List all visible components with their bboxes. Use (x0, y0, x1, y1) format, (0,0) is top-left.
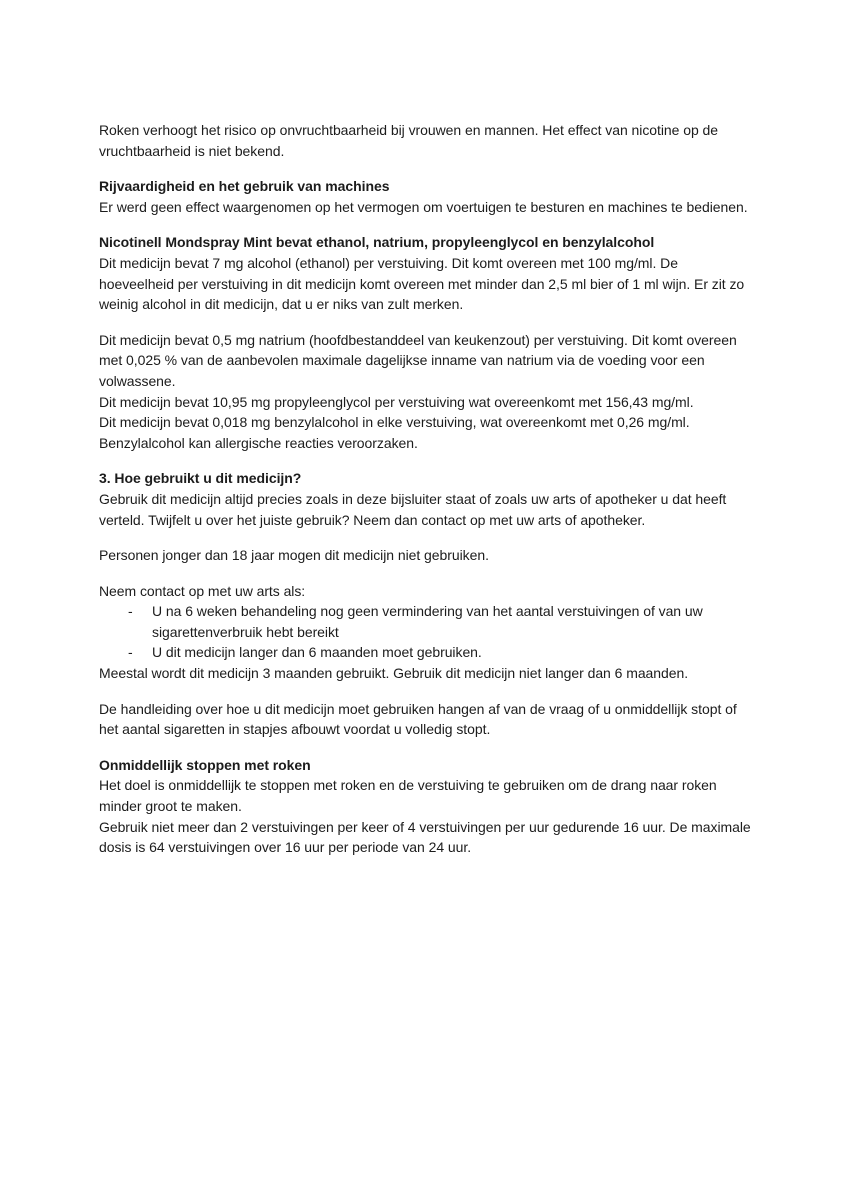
list-item (99, 642, 751, 663)
heading-quit-immediately: Onmiddellijk stoppen met roken (99, 756, 311, 773)
paragraph-driving-body: Er werd geen effect waargenomen op het vermogen om voertuigen te besturen en machines te bedienen. (99, 198, 748, 215)
contact-conditions-list (99, 601, 751, 663)
list-item-text: U dit medicijn langer dan 6 maanden moet gebruiken. (152, 644, 482, 661)
list-item-text: U na 6 weken behandeling nog geen vermindering van het aantal verstuivingen of van uw sigarettenverbruik hebt bereikt (152, 603, 703, 640)
heading-excipients: Nicotinell Mondspray Mint bevat ethanol, natrium, propyleenglycol en benzylalcohol (99, 234, 655, 251)
paragraph-benzyl-alcohol: Dit medicijn bevat 0,018 mg benzylalcohol in elke verstuiving, wat overeenkomt met 0,26 mg/ml. (99, 414, 690, 431)
paragraph-age-restriction: Personen jonger dan 18 jaar mogen dit medicijn niet gebruiken. (99, 547, 489, 564)
paragraph-usage-depends: De handleiding over hoe u dit medicijn moet gebruiken hangen af van de vraag of u onmiddellijk stopt of het aantal sigaretten in stapjes afbouwt voordat u volledig stopt. (99, 700, 737, 738)
paragraph-max-dose: Gebruik niet meer dan 2 verstuivingen per keer of 4 verstuivingen per uur gedurende 16 uur. De maximale dosis is 64 verstuivingen over 16 uur per periode van 24 uur. (99, 818, 751, 856)
list-item (99, 601, 751, 642)
bullet-marker: - (128, 644, 133, 661)
leaflet-text-column (99, 120, 751, 858)
paragraph-fertility-warning: Roken verhoogt het risico op onvruchtbaarheid bij vrouwen en mannen. Het effect van nicotine op de vruchtbaarheid is niet bekend. (99, 122, 719, 159)
paragraph-duration-note: Meestal wordt dit medicijn 3 maanden gebruikt. Gebruik dit medicijn niet langer dan 6 maanden. (99, 665, 689, 682)
paragraph-ethanol: Dit medicijn bevat 7 mg alcohol (ethanol) per verstuiving. Dit komt overeen met 100 mg/ml. De hoeveelheid per verstuiving in dit medicijn komt overeen met minder dan 2,5 ml bier of 1 ml wijn. Er zit zo weinig alcohol in dit medicijn, dat u er niks van zult merken. (99, 254, 745, 313)
paragraph-contact-doctor-intro: Neem contact op met uw arts als: (99, 582, 306, 599)
heading-driving-and-machines: Rijvaardigheid en het gebruik van machines (99, 178, 390, 195)
paragraph-quit-goal: Het doel is onmiddellijk te stoppen met roken en de verstuiving te gebruiken om de drang naar roken minder groot te maken. (99, 777, 717, 815)
bullet-marker: - (128, 603, 133, 620)
paragraph-propylene-glycol: Dit medicijn bevat 10,95 mg propyleenglycol per verstuiving wat overeenkomt met 156,43 mg/ml. (99, 393, 694, 410)
paragraph-benzyl-warning: Benzylalcohol kan allergische reacties veroorzaken. (99, 434, 418, 451)
heading-section-3-usage: 3. Hoe gebruikt u dit medicijn? (99, 470, 302, 487)
paragraph-section3-intro: Gebruik dit medicijn altijd precies zoals in deze bijsluiter staat of zoals uw arts of apotheker u dat heeft verteld. Twijfelt u over het juiste gebruik? Neem dan contact op met uw arts of apotheker. (99, 490, 727, 528)
paragraph-sodium: Dit medicijn bevat 0,5 mg natrium (hoofdbestanddeel van keukenzout) per verstuiving. Dit komt overeen met 0,025 % van de aanbevolen maximale dagelijkse inname van natrium via de voeding voor een volwassene. (99, 331, 737, 389)
